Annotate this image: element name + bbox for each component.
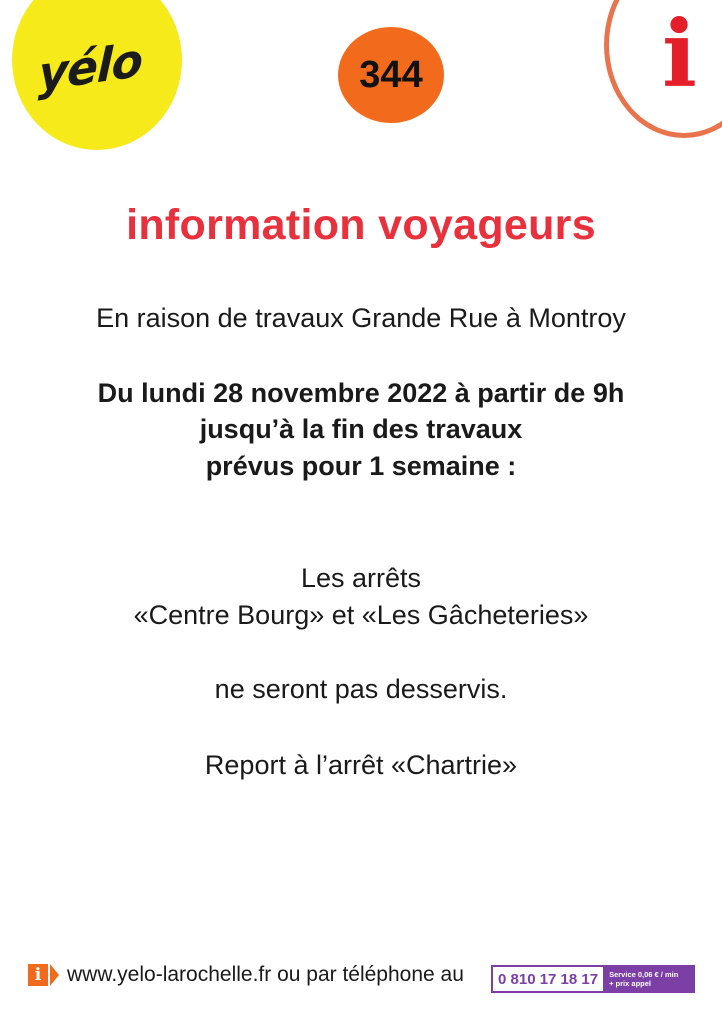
service-price-line2: + prix appel xyxy=(609,979,651,988)
service-price-line1: Service 0,06 € / min xyxy=(609,970,679,979)
line-number-badge xyxy=(338,27,444,123)
footer-contact xyxy=(28,963,464,987)
info-icon: i xyxy=(662,0,697,108)
stops-intro: Les arrêts xyxy=(300,563,422,593)
phone-number[interactable]: 0 810 17 18 17 xyxy=(493,967,603,991)
yelo-logo: yélo xyxy=(37,32,144,102)
notice-date-line3: prévus pour 1 semaine : xyxy=(205,451,517,481)
line-number: 344 xyxy=(359,53,423,96)
footer-contact-text[interactable]: www.yelo-larochelle.fr ou par téléphone au xyxy=(67,963,464,986)
chevron-right-icon xyxy=(50,964,59,986)
phone-badge[interactable] xyxy=(491,965,695,993)
service-price xyxy=(603,967,693,991)
footer-info-icon: i xyxy=(28,964,48,986)
notice-date-line2: jusqu’à la fin des travaux xyxy=(199,414,523,444)
notice-date-line1: Du lundi 28 novembre 2022 à partir de 9h xyxy=(97,378,625,408)
redirect-text: Report à l’arrêt «Chartrie» xyxy=(204,750,518,780)
notice-title: information voyageurs xyxy=(126,201,596,249)
notice-reason: En raison de travaux Grande Rue à Montroy xyxy=(96,303,626,333)
stops-names: «Centre Bourg» et «Les Gâcheteries» xyxy=(133,600,589,630)
not-served-text: ne seront pas desservis. xyxy=(214,674,508,704)
